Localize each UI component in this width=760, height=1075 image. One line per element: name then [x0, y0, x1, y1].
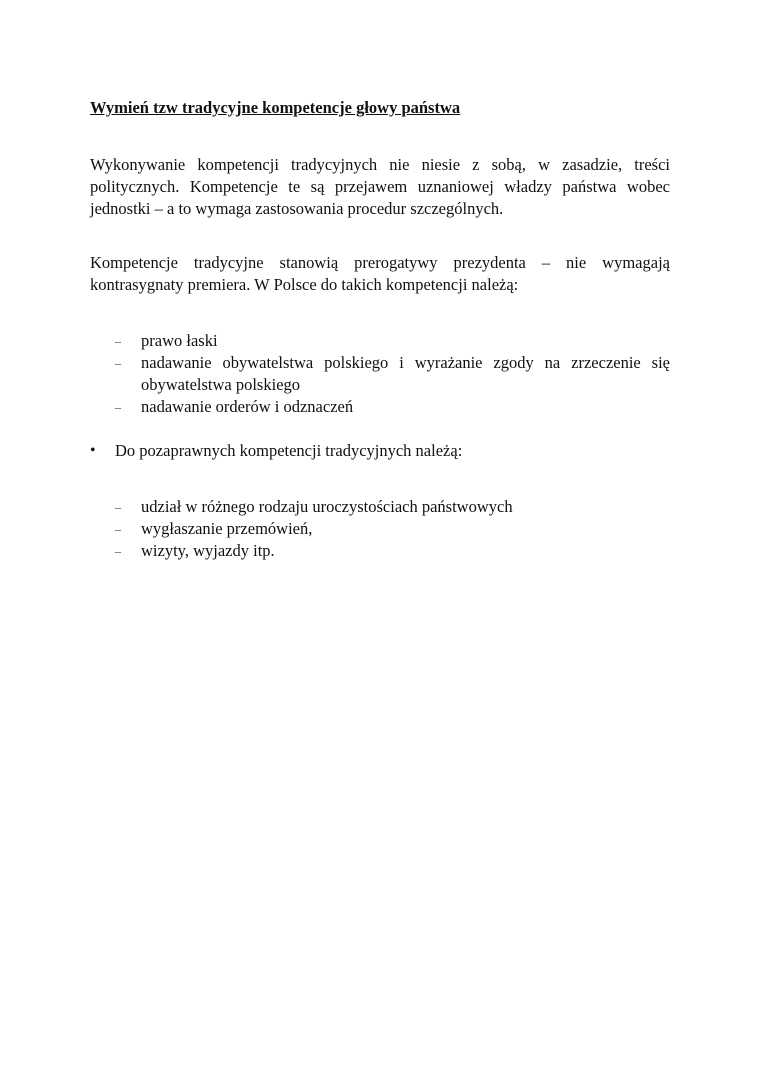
dash-marker: –: [115, 500, 121, 514]
list-item-text: prawo łaski: [141, 331, 218, 350]
paragraph-line: kontrasygnaty premiera. W Polsce do takich kompetencji należą:: [90, 275, 519, 294]
bullet-marker: •: [90, 442, 96, 459]
list-item-text: nadawanie orderów i odznaczeń: [141, 397, 354, 416]
bullet-item-text: Do pozaprawnych kompetencji tradycyjnych należą:: [115, 441, 463, 460]
dash-marker: –: [115, 544, 121, 558]
prerogatives-list: [90, 330, 670, 418]
list-item: [90, 518, 670, 540]
dash-marker: –: [115, 356, 121, 370]
paragraph-prerogatives: [90, 252, 670, 296]
paragraph-line: Kompetencje tradycyjne stanowią prerogatywy prezydenta – nie wymagają: [90, 253, 670, 272]
paragraph-line: politycznych. Kompetencje te są przejawem uznaniowej władzy państwa wobec: [90, 177, 670, 196]
informal-competences-list: [90, 496, 670, 562]
paragraph-line: Wykonywanie kompetencji tradycyjnych nie niesie z sobą, w zasadzie, treści: [90, 155, 670, 174]
paragraph-intro: [90, 154, 670, 220]
list-item-text: wygłaszanie przemówień,: [141, 519, 313, 538]
paragraph-line: jednostki – a to wymaga zastosowania procedur szczególnych.: [90, 199, 504, 218]
list-item: [90, 540, 670, 562]
list-item-text: wizyty, wyjazdy itp.: [141, 541, 275, 560]
list-item-text: udział w różnego rodzaju uroczystościach państwowych: [141, 497, 513, 516]
list-item: [90, 396, 670, 418]
list-item: [90, 496, 670, 518]
list-item: [90, 352, 670, 396]
list-item-text: nadawanie obywatelstwa polskiego i wyrażanie zgody na zrzeczenie się: [141, 353, 670, 372]
list-item-text-continued: obywatelstwa polskiego: [141, 375, 301, 394]
list-item: [90, 330, 670, 352]
dash-marker: –: [115, 522, 121, 536]
page-title: Wymień tzw tradycyjne kompetencje głowy państwa: [90, 98, 461, 117]
dash-marker: –: [115, 400, 121, 414]
dash-marker: –: [115, 334, 121, 348]
